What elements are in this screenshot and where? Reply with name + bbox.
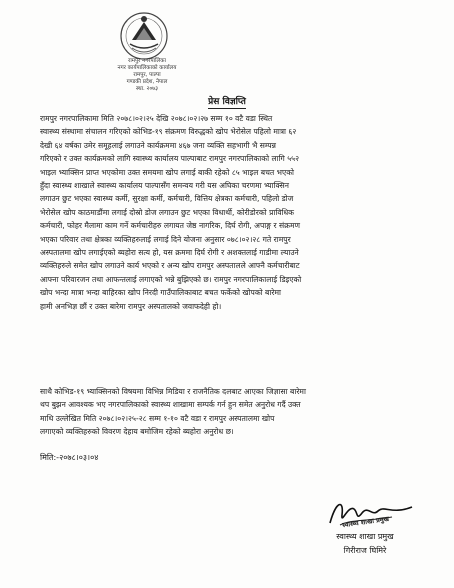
text-line: व्यक्तिहरुले समेत खोप लगाउने कार्य भएको र अन्य खोप रामपुर अस्पतालले आफ्नै कर्मचारीबाट — [40, 261, 300, 271]
text-line: हुँदा स्वास्थ्य शाखाले स्वास्थ्य कार्यालय पाल्पासँग समन्वय गरी यस अघिका चरणमा भ्याक्सिन — [40, 181, 289, 191]
text-line: गरिएको र उक्त कार्यक्रमको लागि स्वास्थ्य कार्यालय पाल्पाबाट रामपुर नगरपालिकाको लागि ५५२ — [40, 154, 300, 164]
text-line: हामी अनभिज्ञ छौं र उक्त बारेमा रामपुर अस्पतालको जवाफदेही हो। — [40, 301, 222, 311]
document-title — [0, 94, 454, 107]
text-line: थप बुझन आवश्यक भए नगरपालिकाको स्वास्थ्य शाखामा सम्पर्क गर्न हुन समेत अनुरोध गर्दै उक्त — [40, 400, 301, 410]
document-date: मिति:-२०७८।०३।०४ — [40, 453, 99, 462]
emblem-caption — [112, 58, 182, 93]
text-line: खोप भन्दा मात्रा भन्दा बाहिरका खोप निरदी गाउँपालिकाबाट बचत फर्केको खोपको बारेमा — [40, 288, 281, 298]
paragraph-request — [40, 385, 440, 439]
paragraph-main — [40, 112, 440, 313]
text-line: कर्मचारी, फोहर मैलामा काम गर्ने कर्मचारीहरु लगायत जेष्ठ नागरिक, दिर्घ रोगी, अपाङ्ग र संक्रमण — [40, 221, 300, 231]
emblem-line: रामपुर, पाल्पा — [133, 72, 161, 78]
signatory-title: स्वास्थ्य शाखा प्रमुख — [336, 532, 394, 541]
text-line: माथि उल्लेखित मिति २०७८।०२।२५-२८ सम्म १-१० वटै वडा र रामपुर अस्पतालमा खोप — [40, 413, 275, 423]
emblem-line: नगर कार्यपालिकाको कार्यालय — [117, 65, 177, 71]
text-line: रामपुर नगरपालिकामा मिति २०७८।०२।२५ देखि २०७८।०२।२७ सम्म १० वटै वडा स्थित — [40, 114, 273, 123]
signatory-name: गिरीराज घिमिरे — [343, 546, 387, 555]
emblem-line: गण्डकी प्रदेश, नेपाल — [126, 79, 168, 85]
text-line: अस्पतालमा खोप लगाईएको ब्यहोरा सत्य हो, यस क्रममा दिर्घ रोगी र अशक्तलाई गाडीमा ल्याउने — [40, 248, 299, 258]
official-stamp: स्वास्थ्य शाखा प्रमुख — [341, 514, 390, 530]
text-line: साथै कोभिड-१९ भ्याक्सिनको विषयमा विभिन्न मिडिया र राजनैतिक दलबाट आएका जिज्ञासा बारेमा — [40, 387, 306, 396]
text-line: भाइल भ्याक्सिन प्राप्त भएकोमा उक्त समयमा खोप लगाई बाकी रहेको ८५ भाइल बचत भएको — [40, 167, 294, 177]
emblem-line: रामपुर नगरपालिका — [128, 58, 166, 64]
text-line: देखी ६४ वर्षका उमेर समूहलाई लगाउने कार्यक्रममा ४६७ जना व्यक्ति सहभागी भै सम्पन्न — [40, 140, 276, 150]
text-line: भएका परिवार तथा क्षेत्रका व्यक्तिहरुलाई लगाई दिने योजना अनुसार ०७८।०२।२८ गते रामपुर — [40, 234, 291, 244]
document-title-text: प्रेस विज्ञप्ति — [208, 97, 246, 107]
text-line: भेरोसेल खोप काठमाडौंमा लगाई दोस्रो डोज लगाउन छुट भएका विधार्थी, कोरीडोरको प्राविधिक — [40, 207, 295, 217]
text-line: लगाएको व्यक्तिहरुको विवरण देहाय बमोजिम रहेको ब्यहोरा अनुरोध छ। — [40, 427, 234, 437]
emblem-line: स्था. २०७३ — [136, 86, 158, 92]
signature-icon — [322, 495, 422, 531]
text-line: स्वास्थ्य संस्थामा संचालन गरिएको कोभिड-१९ संक्रमण विरुद्धको खोप भेरोसेल पहिलो मात्रा ६२ — [40, 127, 297, 137]
nepal-emblem-icon — [118, 10, 170, 62]
text-line: लगाउन छुट भएका स्वास्थ्य कर्मी, सुरक्षा कर्मी, कर्मचारी, वित्तिय क्षेत्रका कर्मचारी, पहिलो डोज — [40, 194, 294, 204]
text-line: आफ्ना परिवारजन तथा आफन्तलाई लगाएको भन्ने बुझिएको छ। रामपुर नगरपालिकालाई डिइएको — [40, 274, 302, 284]
